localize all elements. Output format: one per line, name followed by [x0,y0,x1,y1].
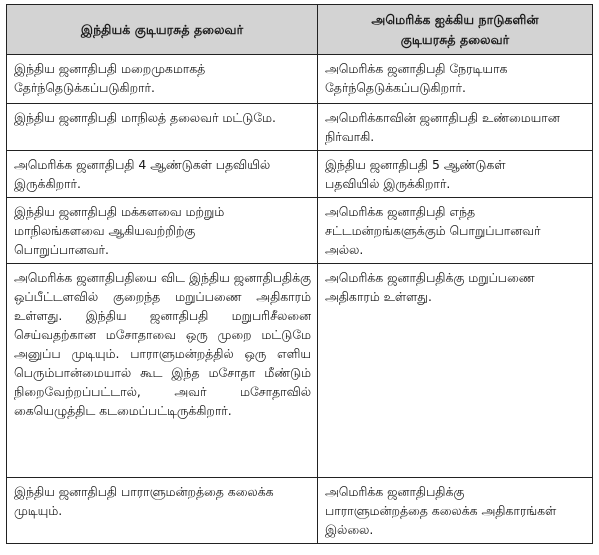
table-body [7,55,593,544]
cell-text: அமெரிக்க ஜனாதிபதி நேரடியாக தேர்ந்தெடுக்கப்படுகிறார். [325,61,508,95]
cell-text: இந்திய ஜனாதிபதி மக்களவை மற்றும் மாநிலங்களவை ஆகியவற்றிற்கு பொறுப்பானவர். [14,204,225,257]
table-row [7,478,593,544]
header-india-president [7,5,318,55]
table-row [7,264,593,478]
table-row [7,198,593,264]
cell-text: அமெரிக்க ஜனாதிபதியை விட இந்திய ஜனாதிபதிக்கு ஒப்பீட்டளவில் குறைந்த மறுப்பணை அதிகாரம் உள்ளது. இந்திய ஜனாதிபதி மறுபரிசீலனை செய்வதற்கான மசோதாவை ஒரு முறை மட்டுமே அனுப்ப முடியும். பாராளுமன்றத்தில் ஒரு எளிய பெரும்பான்மையால் கூட இந்த மசோதா மீண்டும் நிறைவேற்றப்பட்டால், அவர் மசோதாவில் கையெழுத்திட கடமைப்பட்டிருக்கிறார். [14,270,311,418]
comparison-table [6,4,593,544]
cell-usa [318,104,593,151]
table-row [7,55,593,104]
cell-india [7,55,318,104]
cell-text: இந்திய ஜனாதிபதி பாராளுமன்றத்தை கலைக்க முடியும். [14,484,274,518]
cell-india [7,198,318,264]
cell-text: இந்திய ஜனாதிபதி 5 ஆண்டுகள் பதவியில் இருக்கிறார். [325,157,506,191]
cell-usa [318,55,593,104]
cell-text: இந்திய ஜனாதிபதி மாநிலத் தலைவர் மட்டுமே. [14,110,276,125]
header-india-label: இந்தியக் குடியரசுத் தலைவர் [80,21,244,37]
header-usa-label: அமெரிக்க ஐக்கிய நாடுகளின் குடியரசுத் தலைவர் [371,11,539,47]
table-header [7,5,593,55]
table-row [7,151,593,198]
cell-india [7,151,318,198]
header-row [7,5,593,55]
cell-usa [318,264,593,478]
cell-text: அமெரிக்க ஜனாதிபதி எந்த சட்டமன்றங்களுக்கும் பொறுப்பானவர் அல்ல. [325,204,541,257]
cell-usa [318,478,593,544]
cell-india [7,264,318,478]
table-row [7,104,593,151]
cell-text: அமெரிக்காவின் ஜனாதிபதி உண்மையான நிர்வாகி. [325,110,560,144]
cell-text: இந்திய ஜனாதிபதி மறைமுகமாகத் தேர்ந்தெடுக்கப்படுகிறார். [14,61,206,95]
cell-india [7,478,318,544]
cell-text: அமெரிக்க ஜனாதிபதி 4 ஆண்டுகள் பதவியில் இருக்கிறார். [14,157,271,191]
cell-text: அமெரிக்க ஜனாதிபதிக்கு பாராளுமன்றத்தை கலைக்க அதிகாரங்கள் இல்லை. [325,484,557,537]
cell-usa [318,151,593,198]
header-usa-president [318,5,593,55]
cell-usa [318,198,593,264]
cell-text: அமெரிக்க ஜனாதிபதிக்கு மறுப்பணை அதிகாரம் உள்ளது. [325,270,535,304]
cell-india [7,104,318,151]
